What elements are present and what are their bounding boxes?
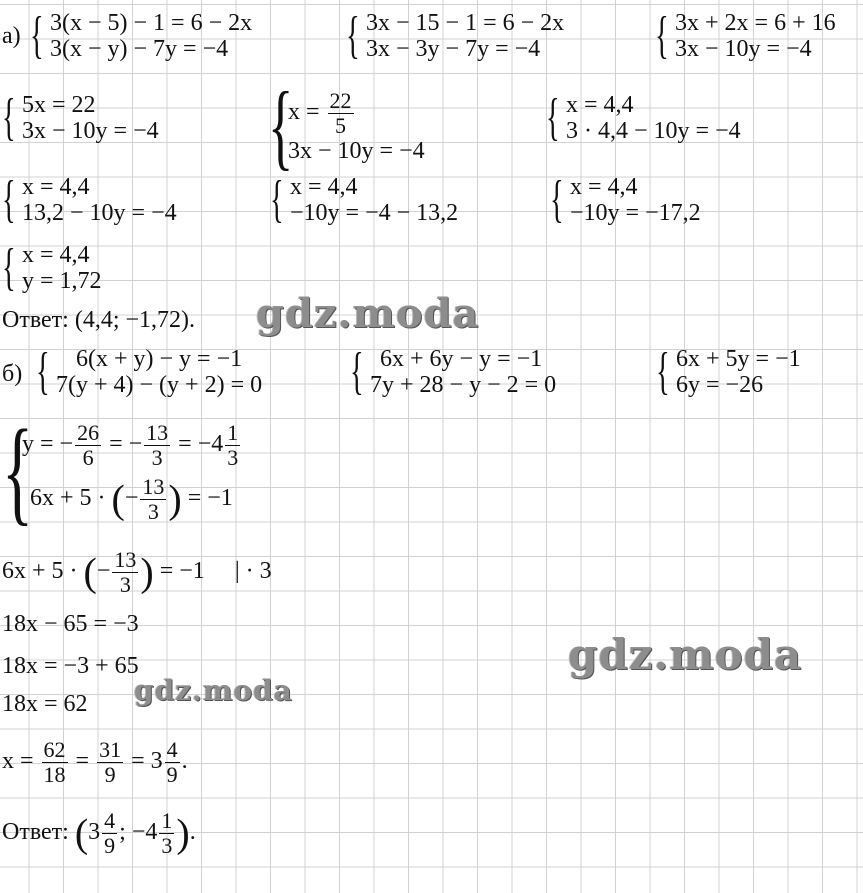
equation: x = 4,4 xyxy=(22,174,90,200)
equation: x = $\frac{22}{5}$ xyxy=(288,87,352,138)
part-b-label: б) xyxy=(2,361,23,387)
system-a3: { 3x + 2x = 6 + 16 3x − 10y = −4 xyxy=(655,7,836,64)
system-a7: { x = 4,4 13,2 − 10y = −4 xyxy=(2,171,177,228)
equation: 3(x − 5) − 1 = 6 − 2x xyxy=(50,10,253,36)
equation: y = − $\frac{26}{6}$ = − $\frac{13}{3}$ = −4 $\frac{1}{3}$ xyxy=(22,419,239,470)
equation: 3(x − y) − 7y = −4 xyxy=(50,36,229,62)
equation: 13,2 − 10y = −4 xyxy=(22,200,177,226)
x-solution: x = $\frac{62}{18}$ = $\frac{31}{9}$ = 3 $\frac{4}{9}$ . xyxy=(2,736,188,787)
system-b4: { y = − $\frac{26}{6}$ = − $\frac{13}{3}$ = −4 $\frac{1}{3}$ 6x + 5 · (− $\frac{13}{3}$ ) = −1 xyxy=(2,412,242,530)
system-a5: { x = $\frac{22}{5}$ 3x − 10y = −4 xyxy=(268,72,425,179)
system-a6: { x = 4,4 3 · 4,4 − 10y = −4 xyxy=(546,89,741,146)
equation: 7(y + 4) − (y + 2) = 0 xyxy=(56,372,263,398)
equation: x = 4,4 xyxy=(290,174,358,200)
equation: 18x − 65 = −3 xyxy=(2,611,139,637)
system-b3: { 6x + 5y = −1 6y = −26 xyxy=(656,343,801,400)
equation: 6x + 5 · (− $\frac{13}{3}$ ) = −1 xyxy=(30,473,233,524)
equation-multiplied: 6x + 5 · (− $\frac{13}{3}$ ) = −1 | · 3 xyxy=(2,546,272,597)
system-a10: { x = 4,4 y = 1,72 xyxy=(2,239,102,296)
equation: 6y = −26 xyxy=(676,372,764,398)
equation: 3x − 10y = −4 xyxy=(675,36,812,62)
equation: 3x − 10y = −4 xyxy=(288,137,425,164)
system-a8: { x = 4,4 −10y = −4 − 13,2 xyxy=(270,171,459,228)
system-a9: { x = 4,4 −10y = −17,2 xyxy=(550,171,701,228)
answer-a: Ответ: (4,4; −1,72). xyxy=(2,307,196,333)
equation: 6x + 6y − y = −1 xyxy=(380,346,543,372)
equation: 3x − 3y − 7y = −4 xyxy=(366,36,541,62)
brace: { xyxy=(30,7,44,64)
watermark: gdz.moda xyxy=(568,630,803,679)
part-a-label: а) xyxy=(2,23,21,49)
system-a2: { 3x − 15 − 1 = 6 − 2x 3x − 3y − 7y = −4 xyxy=(346,7,565,64)
equation: −10y = −17,2 xyxy=(570,200,701,226)
equation: −10y = −4 − 13,2 xyxy=(290,200,459,226)
watermark: gdz.moda xyxy=(134,674,293,707)
equation: 7y + 28 − y − 2 = 0 xyxy=(370,372,557,398)
equation: y = 1,72 xyxy=(22,268,102,294)
equation: 3 · 4,4 − 10y = −4 xyxy=(566,118,741,144)
equation: 5x = 22 xyxy=(22,92,96,118)
system-a4: { 5x = 22 3x − 10y = −4 xyxy=(2,89,159,146)
system-b2: { 6x + 6y − y = −1 7y + 28 − y − 2 = 0 xyxy=(350,343,557,400)
answer-b: Ответ: (3 $\frac{4}{9}$ ; −4 $\frac{1}{3}$ ). xyxy=(2,807,196,858)
system-a1 xyxy=(30,7,253,64)
equation: 3x − 15 − 1 = 6 − 2x xyxy=(366,10,565,36)
system-b1: { 6(x + y) − y = −1 7(y + 4) − (y + 2) = 0 xyxy=(36,343,263,400)
equation: 6x + 5y = −1 xyxy=(676,346,801,372)
equation: 18x = −3 + 65 xyxy=(2,653,139,679)
equation: x = 4,4 xyxy=(22,242,90,268)
equation: 3x + 2x = 6 + 16 xyxy=(675,10,836,36)
watermark: gdz.moda xyxy=(256,290,480,337)
equation: 3x − 10y = −4 xyxy=(22,118,159,144)
equation: 18x = 62 xyxy=(2,691,88,717)
equation: x = 4,4 xyxy=(566,92,634,118)
equation: x = 4,4 xyxy=(570,174,638,200)
equation: 6(x + y) − y = −1 xyxy=(76,346,243,372)
